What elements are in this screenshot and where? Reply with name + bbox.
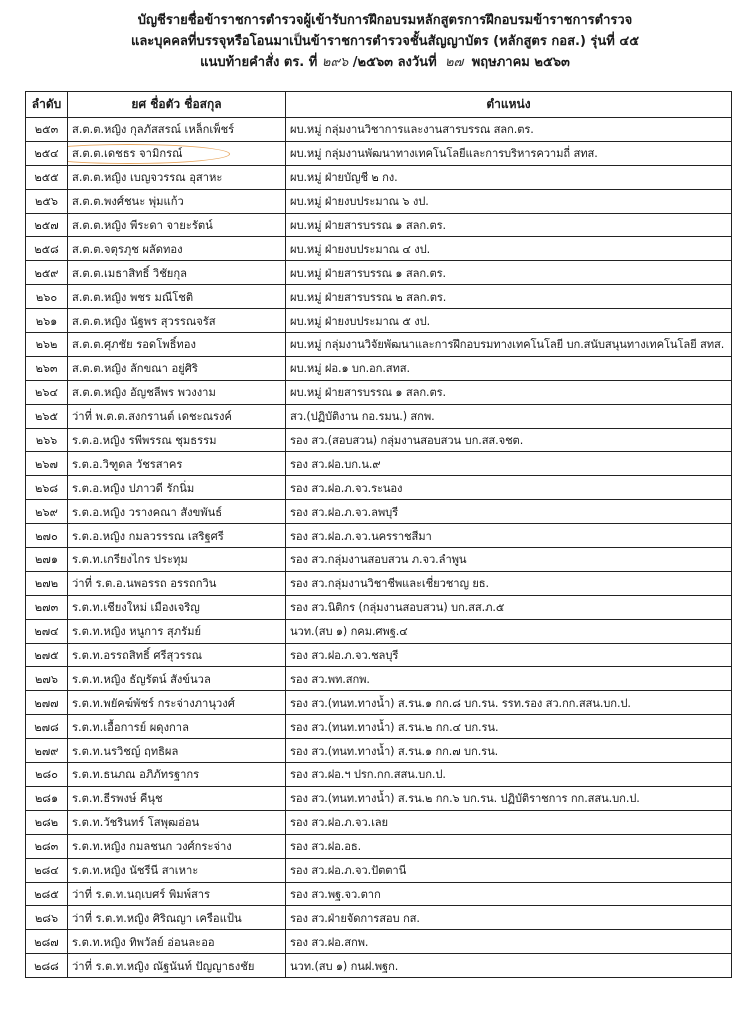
row-number: ๒๕๓ xyxy=(26,118,68,142)
row-position: รอง สว.พฐ.จว.ตาก xyxy=(286,882,732,906)
row-name: ร.ต.ท.พยัคฆ์พัชร์ กระจ่างภานุวงศ์ xyxy=(68,691,286,715)
row-number: ๒๗๖ xyxy=(26,667,68,691)
table-row xyxy=(26,882,732,906)
row-position: ผบ.หมู่ ฝ่ายบัญชี ๒ กง. xyxy=(286,165,732,189)
header-order-line xyxy=(40,52,730,73)
row-name: ส.ต.ต.หญิง พีระดา จายะรัตน์ xyxy=(68,213,286,237)
document-header xyxy=(40,10,730,73)
row-name: ว่าที่ ร.ต.อ.นพอรรถ อรรถกวิน xyxy=(68,571,286,595)
row-name: ส.ต.ต.หญิง อัญชลีพร พวงงาม xyxy=(68,380,286,404)
row-name: ร.ต.อ.หญิง ปภาวดี รักนิ่ม xyxy=(68,476,286,500)
row-number: ๒๗๐ xyxy=(26,524,68,548)
row-number: ๒๘๑ xyxy=(26,786,68,810)
row-number: ๒๘๕ xyxy=(26,882,68,906)
table-row xyxy=(26,380,732,404)
row-number: ๒๖๔ xyxy=(26,380,68,404)
table-row xyxy=(26,524,732,548)
row-name: ส.ต.ต.จตุรภุช ผลัดทอง xyxy=(68,237,286,261)
table-row xyxy=(26,165,732,189)
row-position: รอง สว.ฝอ.ภ.จว.ชลบุรี xyxy=(286,643,732,667)
row-position: ผบ.หมู่ กลุ่มงานพัฒนาทางเทคโนโลยีและการบริหารความถี่ สทส. xyxy=(286,141,732,165)
table-row xyxy=(26,237,732,261)
row-name: ร.ต.ท.หญิง ทิพวัลย์ อ่อนละออ xyxy=(68,930,286,954)
row-name: ส.ต.ต.หญิง กุลภัสสรณ์ เหล็กเพ็ชร์ xyxy=(68,118,286,142)
table-row xyxy=(26,118,732,142)
row-name: ร.ต.ท.หญิง นัชรีนี สาเหาะ xyxy=(68,858,286,882)
table-row xyxy=(26,404,732,428)
row-number: ๒๘๖ xyxy=(26,906,68,930)
row-number: ๒๕๔ xyxy=(26,141,68,165)
order-prefix: แนบท้ายคำสั่ง ตร. ที่ xyxy=(200,55,318,70)
handwritten-day: ๒๗ xyxy=(444,55,464,70)
row-number: ๒๖๗ xyxy=(26,452,68,476)
table-row xyxy=(26,452,732,476)
table-row xyxy=(26,643,732,667)
header-subtitle-line: และบุคคลที่บรรจุหรือโอนมาเป็นข้าราชการตำรวจชั้นสัญญาบัตร (หลักสูตร กอส.) รุ่นที่ ๔๕ xyxy=(130,34,640,49)
row-name: ส.ต.ต.พงศ์ชนะ พุ่มแก้ว xyxy=(68,189,286,213)
row-number: ๒๖๕ xyxy=(26,404,68,428)
row-number: ๒๗๗ xyxy=(26,691,68,715)
table-row xyxy=(26,858,732,882)
table-row xyxy=(26,500,732,524)
table-row xyxy=(26,906,732,930)
row-name: ร.ต.อ.วิฑูดล วัชรสาคร xyxy=(68,452,286,476)
row-name: ว่าที่ ร.ต.ท.หญิง ศิริณญา เครือแป้น xyxy=(68,906,286,930)
row-number: ๒๖๑ xyxy=(26,309,68,333)
row-position: รอง สว.(ทนท.ทางน้ำ) ส.รน.๑ กก.๘ บก.รน. รรท.รอง สว.กก.สสน.บก.ป. xyxy=(286,691,732,715)
table-row xyxy=(26,428,732,452)
row-number: ๒๗๙ xyxy=(26,739,68,763)
table-row xyxy=(26,834,732,858)
row-name: ร.ต.ท.ธนภณ อภิภัทรฐากร xyxy=(68,763,286,787)
row-name: ร.ต.ท.เกรียงไกร ประทุม xyxy=(68,548,286,572)
row-position: รอง สว.ฝอ.ภ.จว.ปัตตานี xyxy=(286,858,732,882)
row-position: ผบ.หมู่ ฝอ.๑ บก.อก.สทส. xyxy=(286,356,732,380)
row-name: ส.ต.ต.เมธาสิทธิ์ วิชัยกุล xyxy=(68,261,286,285)
table-row xyxy=(26,571,732,595)
row-number: ๒๖๖ xyxy=(26,428,68,452)
row-position: รอง สว.ฝอ.สกพ. xyxy=(286,930,732,954)
table-row xyxy=(26,189,732,213)
row-position: ผบ.หมู่ ฝ่ายงบประมาณ ๕ งป. xyxy=(286,309,732,333)
order-year: /๒๕๖๓ ลงวันที่ xyxy=(352,55,437,70)
table-row xyxy=(26,786,732,810)
row-name: ร.ต.ท.วัชรินทร์ โสพุฒอ่อน xyxy=(68,810,286,834)
header-title-line: บัญชีรายชื่อข้าราชการตำรวจผู้เข้ารับการฝึกอบรมหลักสูตรการฝึกอบรมข้าราชการตำรวจ xyxy=(137,13,633,28)
row-position: สว.(ปฏิบัติงาน กอ.รมน.) สกพ. xyxy=(286,404,732,428)
table-row xyxy=(26,763,732,787)
row-position: รอง สว.ฝอ.ภ.จว.ลพบุรี xyxy=(286,500,732,524)
row-number: ๒๖๙ xyxy=(26,500,68,524)
table-row xyxy=(26,476,732,500)
row-position: รอง สว.ฝอ.ฯ ปรก.กก.สสน.บก.ป. xyxy=(286,763,732,787)
table-row xyxy=(26,595,732,619)
table-row xyxy=(26,141,732,165)
table-row xyxy=(26,619,732,643)
row-position: รอง สว.ฝอ.บก.น.๙ xyxy=(286,452,732,476)
row-number: ๒๖๐ xyxy=(26,285,68,309)
row-name: ส.ต.ต.หญิง ลักขณา อยู่ศิริ xyxy=(68,356,286,380)
row-name: ร.ต.ท.ธีรพงษ์ คีนุช xyxy=(68,786,286,810)
row-name: ร.ต.อ.หญิง กมลวรรรณ เสริฐศรี xyxy=(68,524,286,548)
row-position: ผบ.หมู่ กลุ่มงานวิชาการและงานสารบรรณ สลก.ตร. xyxy=(286,118,732,142)
row-position: รอง สว.พท.สกพ. xyxy=(286,667,732,691)
row-number: ๒๕๕ xyxy=(26,165,68,189)
row-number: ๒๕๗ xyxy=(26,213,68,237)
roster-table xyxy=(25,91,732,978)
row-position: รอง สว.กลุ่มงานวิชาชีพและเชี่ยวชาญ ยธ. xyxy=(286,571,732,595)
row-position: ผบ.หมู่ ฝ่ายสารบรรณ ๑ สลก.ตร. xyxy=(286,213,732,237)
row-position: รอง สว.กลุ่มงานสอบสวน ภ.จว.ลำพูน xyxy=(286,548,732,572)
table-row xyxy=(26,333,732,357)
table-row xyxy=(26,261,732,285)
row-number: ๒๗๕ xyxy=(26,643,68,667)
row-number: ๒๘๗ xyxy=(26,930,68,954)
row-number: ๒๖๒ xyxy=(26,333,68,357)
row-name: ส.ต.ต.หญิง เบญจวรรณ อุสาหะ xyxy=(68,165,286,189)
table-row xyxy=(26,930,732,954)
row-position: รอง สว.ฝอ.ภ.จว.เลย xyxy=(286,810,732,834)
table-row xyxy=(26,548,732,572)
row-position: ผบ.หมู่ ฝ่ายงบประมาณ ๖ งป. xyxy=(286,189,732,213)
row-position: รอง สว.(สอบสวน) กลุ่มงานสอบสวน บก.สส.จชต. xyxy=(286,428,732,452)
table-row xyxy=(26,691,732,715)
row-position: นวท.(สบ ๑) กนฝ.พฐก. xyxy=(286,954,732,978)
row-name: ร.ต.อ.หญิง รพีพรรณ ชุมธรรม xyxy=(68,428,286,452)
table-row xyxy=(26,213,732,237)
row-name: ว่าที่ ร.ต.ท.หญิง ณัฐนันท์ ปัญญาธงชัย xyxy=(68,954,286,978)
row-name: ส.ต.ต.หญิง นัฐพร สุวรรณจรัส xyxy=(68,309,286,333)
table-row xyxy=(26,954,732,978)
row-name: ส.ต.ต.เดชธร จามิกรณ์ xyxy=(68,141,286,165)
row-number: ๒๗๒ xyxy=(26,571,68,595)
row-name: ร.ต.ท.อรรถสิทธิ์ ศรีสุวรรณ xyxy=(68,643,286,667)
table-row xyxy=(26,715,732,739)
row-position: ผบ.หมู่ ฝ่ายสารบรรณ ๒ สลก.ตร. xyxy=(286,285,732,309)
row-position: รอง สว.(ทนท.ทางน้ำ) ส.รน.๑ กก.๗ บก.รน. xyxy=(286,739,732,763)
table-row xyxy=(26,309,732,333)
row-position: รอง สว.ฝอ.ภ.จว.ระนอง xyxy=(286,476,732,500)
table-row xyxy=(26,667,732,691)
row-name: ร.ต.ท.นรวิชญ์ ฤทธิผล xyxy=(68,739,286,763)
row-number: ๒๕๖ xyxy=(26,189,68,213)
row-position: ผบ.หมู่ ฝ่ายสารบรรณ ๑ สลก.ตร. xyxy=(286,380,732,404)
row-name: ร.ต.ท.เอื้อการย์ ผดุงกาล xyxy=(68,715,286,739)
table-row xyxy=(26,810,732,834)
table-header-row xyxy=(26,92,732,118)
row-position: ผบ.หมู่ ฝ่ายสารบรรณ ๑ สลก.ตร. xyxy=(286,261,732,285)
row-number: ๒๘๒ xyxy=(26,810,68,834)
table-row xyxy=(26,739,732,763)
row-number: ๒๘๓ xyxy=(26,834,68,858)
table-body xyxy=(26,118,732,978)
row-name: ร.ต.อ.หญิง วรางคณา สังขพันธ์ xyxy=(68,500,286,524)
row-number: ๒๕๙ xyxy=(26,261,68,285)
row-number: ๒๘๐ xyxy=(26,763,68,787)
row-position: นวท.(สบ ๑) กคม.ศพฐ.๔ xyxy=(286,619,732,643)
table-row xyxy=(26,356,732,380)
row-number: ๒๗๑ xyxy=(26,548,68,572)
row-name: ร.ต.ท.หญิง กมลชนก วงศ์กระจ่าง xyxy=(68,834,286,858)
row-name: ร.ต.ท.หญิง ธัญรัตน์ สังข์นวล xyxy=(68,667,286,691)
handwritten-order-number: ๒๙๖ xyxy=(321,55,349,70)
row-number: ๒๘๘ xyxy=(26,954,68,978)
row-position: รอง สว.ฝ่ายจัดการสอบ กส. xyxy=(286,906,732,930)
row-position: รอง สว.นิติกร (กลุ่มงานสอบสวน) บก.สส.ภ.๕ xyxy=(286,595,732,619)
highlight-oval-mark xyxy=(68,144,231,164)
row-name: ว่าที่ ร.ต.ท.นฤเบศร์ พิมพ์สาร xyxy=(68,882,286,906)
row-position: ผบ.หมู่ ฝ่ายงบประมาณ ๔ งป. xyxy=(286,237,732,261)
row-number: ๒๕๘ xyxy=(26,237,68,261)
table-row xyxy=(26,285,732,309)
row-name: ร.ต.ท.หญิง หนูการ สุภรัมย์ xyxy=(68,619,286,643)
row-position: ผบ.หมู่ กลุ่มงานวิจัยพัฒนาและการฝึกอบรมทางเทคโนโลยี บก.สนับสนุนทางเทคโนโลยี สทส. xyxy=(286,333,732,357)
order-month-year: พฤษภาคม ๒๕๖๓ xyxy=(471,55,570,70)
row-name: ร.ต.ท.เชียงใหม่ เมืองเจริญ xyxy=(68,595,286,619)
column-header-position: ตำแหน่ง xyxy=(286,92,732,118)
row-number: ๒๗๓ xyxy=(26,595,68,619)
row-name: ส.ต.ต.ศุภชัย รอดโพธิ์ทอง xyxy=(68,333,286,357)
row-position: รอง สว.ฝอ.อธ. xyxy=(286,834,732,858)
row-number: ๒๘๔ xyxy=(26,858,68,882)
row-name: ว่าที่ พ.ต.ต.สงกรานต์ เดชะณรงค์ xyxy=(68,404,286,428)
row-name: ส.ต.ต.หญิง พชร มณีโชติ xyxy=(68,285,286,309)
row-number: ๒๖๘ xyxy=(26,476,68,500)
row-position: รอง สว.(ทนท.ทางน้ำ) ส.รน.๒ กก.๔ บก.รน. xyxy=(286,715,732,739)
row-position: รอง สว.(ทนท.ทางน้ำ) ส.รน.๒ กก.๖ บก.รน. ปฏิบัติราชการ กก.สสน.บก.ป. xyxy=(286,786,732,810)
row-number: ๒๗๘ xyxy=(26,715,68,739)
column-header-name: ยศ ชื่อตัว ชื่อสกุล xyxy=(68,92,286,118)
column-header-number: ลำดับ xyxy=(26,92,68,118)
row-number: ๒๖๓ xyxy=(26,356,68,380)
row-number: ๒๗๔ xyxy=(26,619,68,643)
row-position: รอง สว.ฝอ.ภ.จว.นครราชสีมา xyxy=(286,524,732,548)
